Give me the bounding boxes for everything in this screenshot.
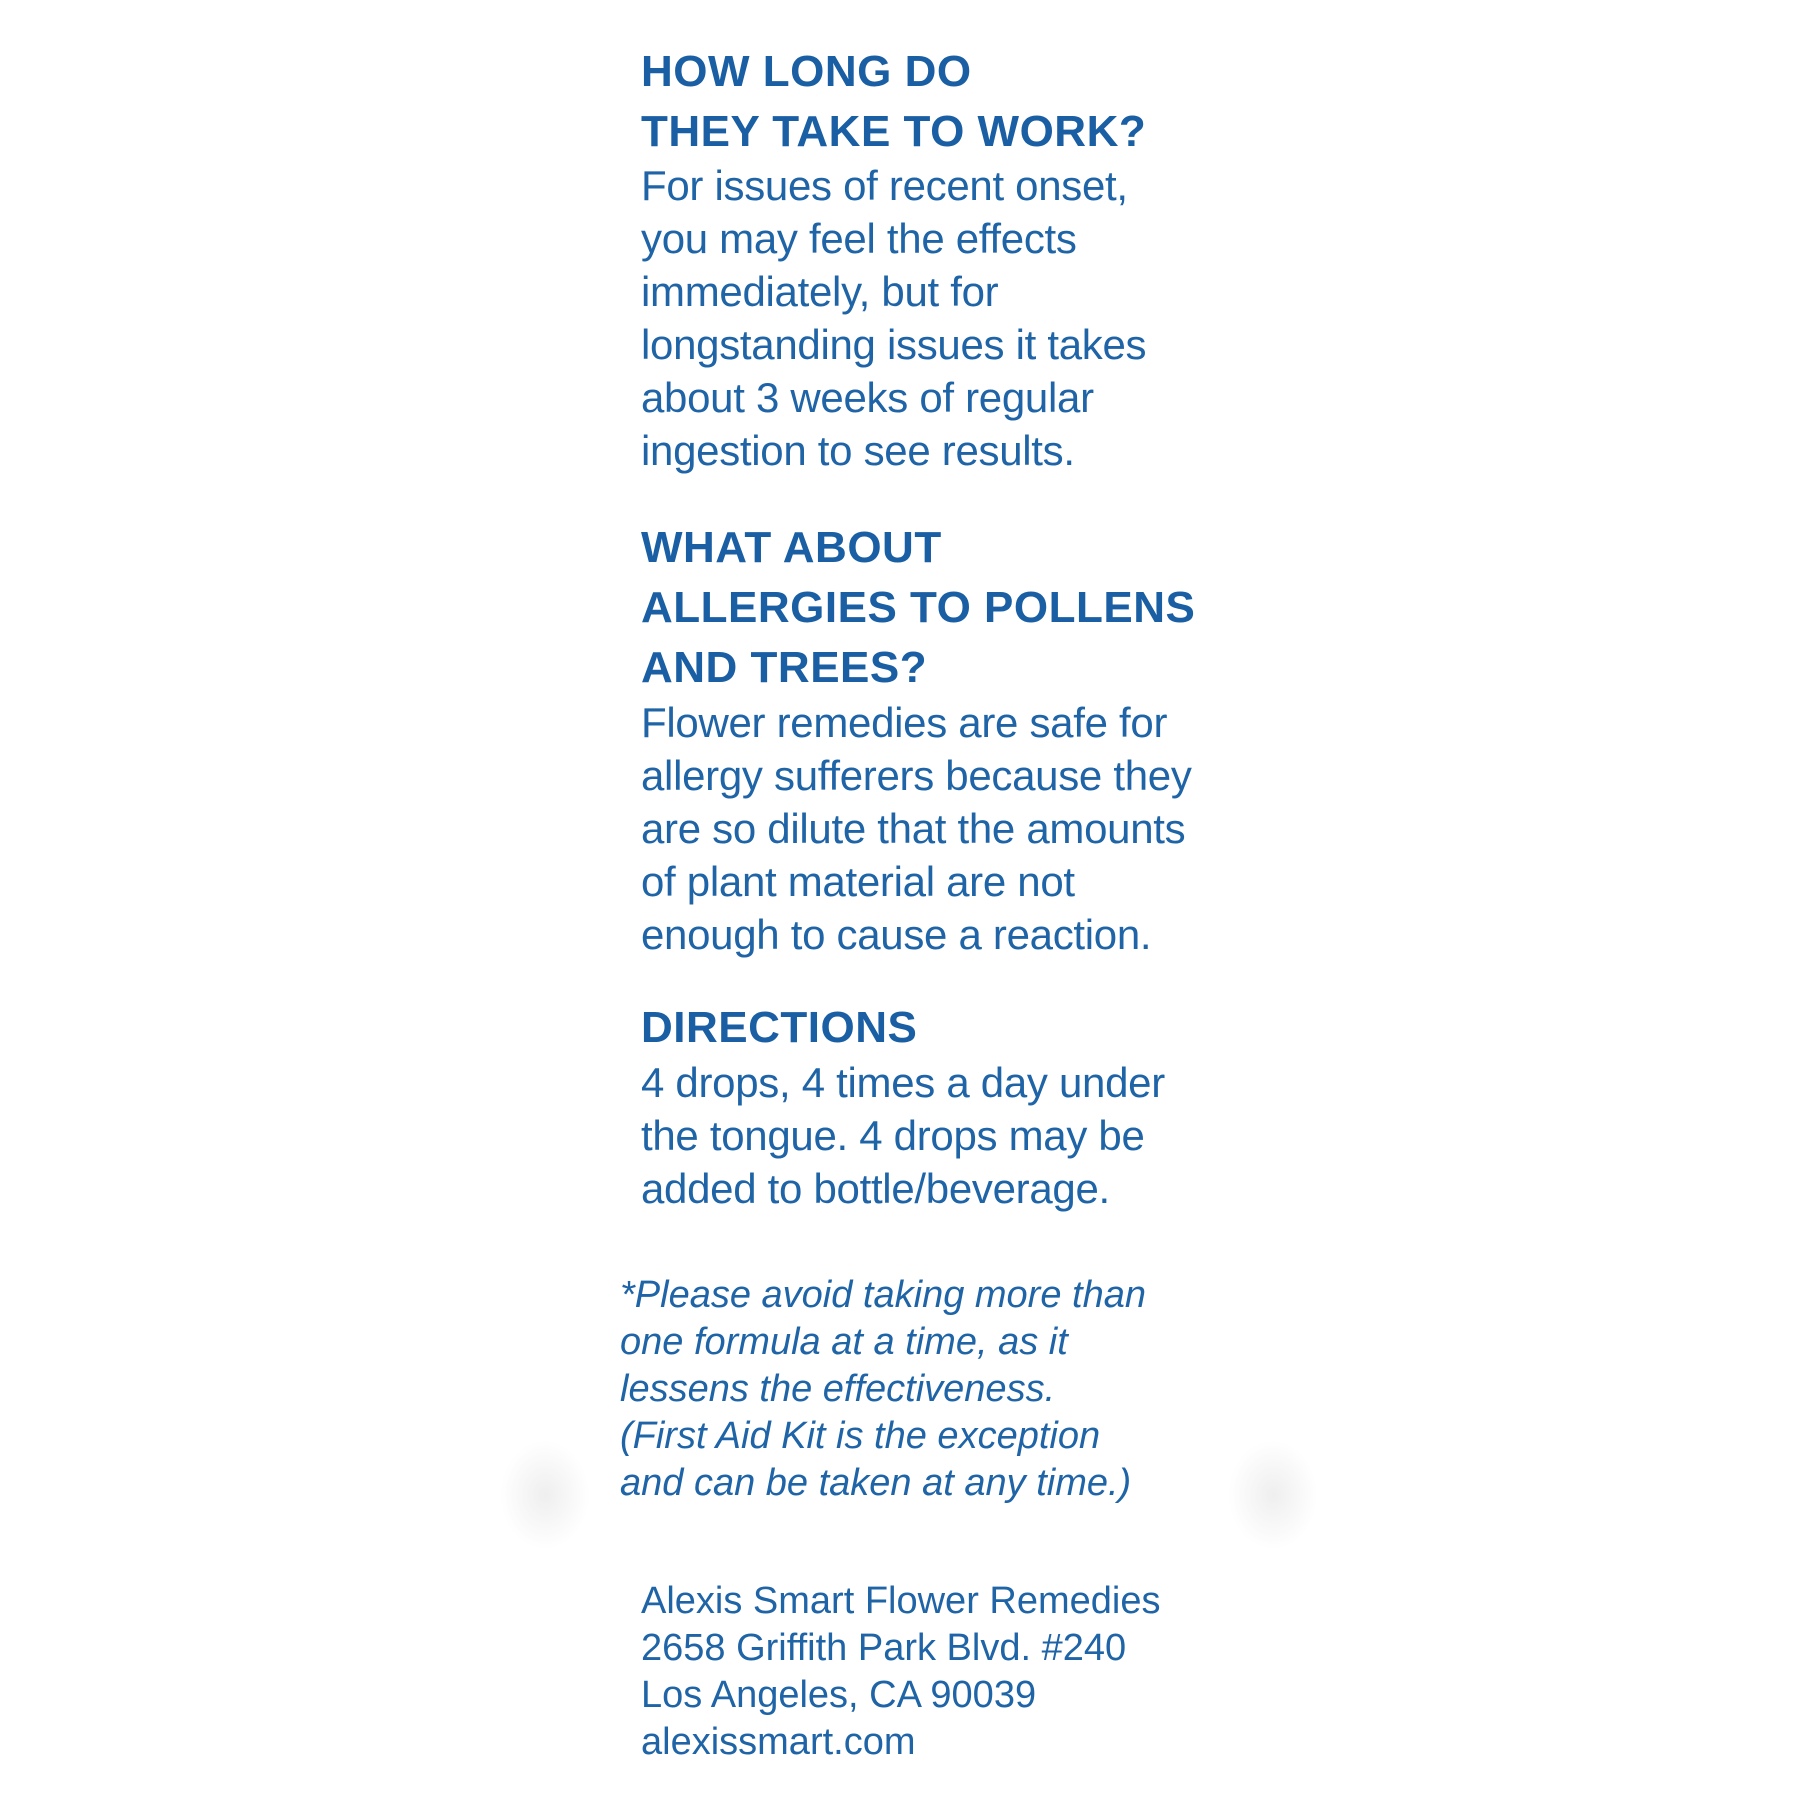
- heading-directions: DIRECTIONS: [641, 1003, 918, 1052]
- heading-allergies: WHAT ABOUT ALLERGIES TO POLLENS AND TREES?: [641, 523, 1196, 692]
- body-allergies: Flower remedies are safe for allergy sufferers because they are so dilute that the amounts of plant material are not enough to cause a reaction.: [641, 699, 1192, 958]
- body-directions: 4 drops, 4 times a day under the tongue. 4 drops may be added to bottle/beverage.: [641, 1059, 1165, 1212]
- body-how-long: For issues of recent onset, you may feel the effects immediately, but for longstanding issues it takes about 3 weeks of regular ingestion to see results.: [641, 162, 1147, 474]
- background-shadow-right: [1228, 1440, 1318, 1550]
- city-state-zip: Los Angeles, CA 90039: [641, 1674, 1037, 1716]
- company-address: [641, 1578, 1160, 1766]
- company-name: Alexis Smart Flower Remedies: [641, 1580, 1161, 1622]
- heading-how-long: HOW LONG DO THEY TAKE TO WORK?: [641, 47, 1147, 156]
- caution-note: *Please avoid taking more than one formula at a time, as it lessens the effectiveness. (First Aid Kit is the exception and can be taken at any time.): [620, 1274, 1146, 1504]
- street-address: 2658 Griffith Park Blvd. #240: [641, 1627, 1127, 1669]
- background-shadow-left: [500, 1440, 590, 1550]
- website-link[interactable]: alexissmart.com: [641, 1721, 916, 1763]
